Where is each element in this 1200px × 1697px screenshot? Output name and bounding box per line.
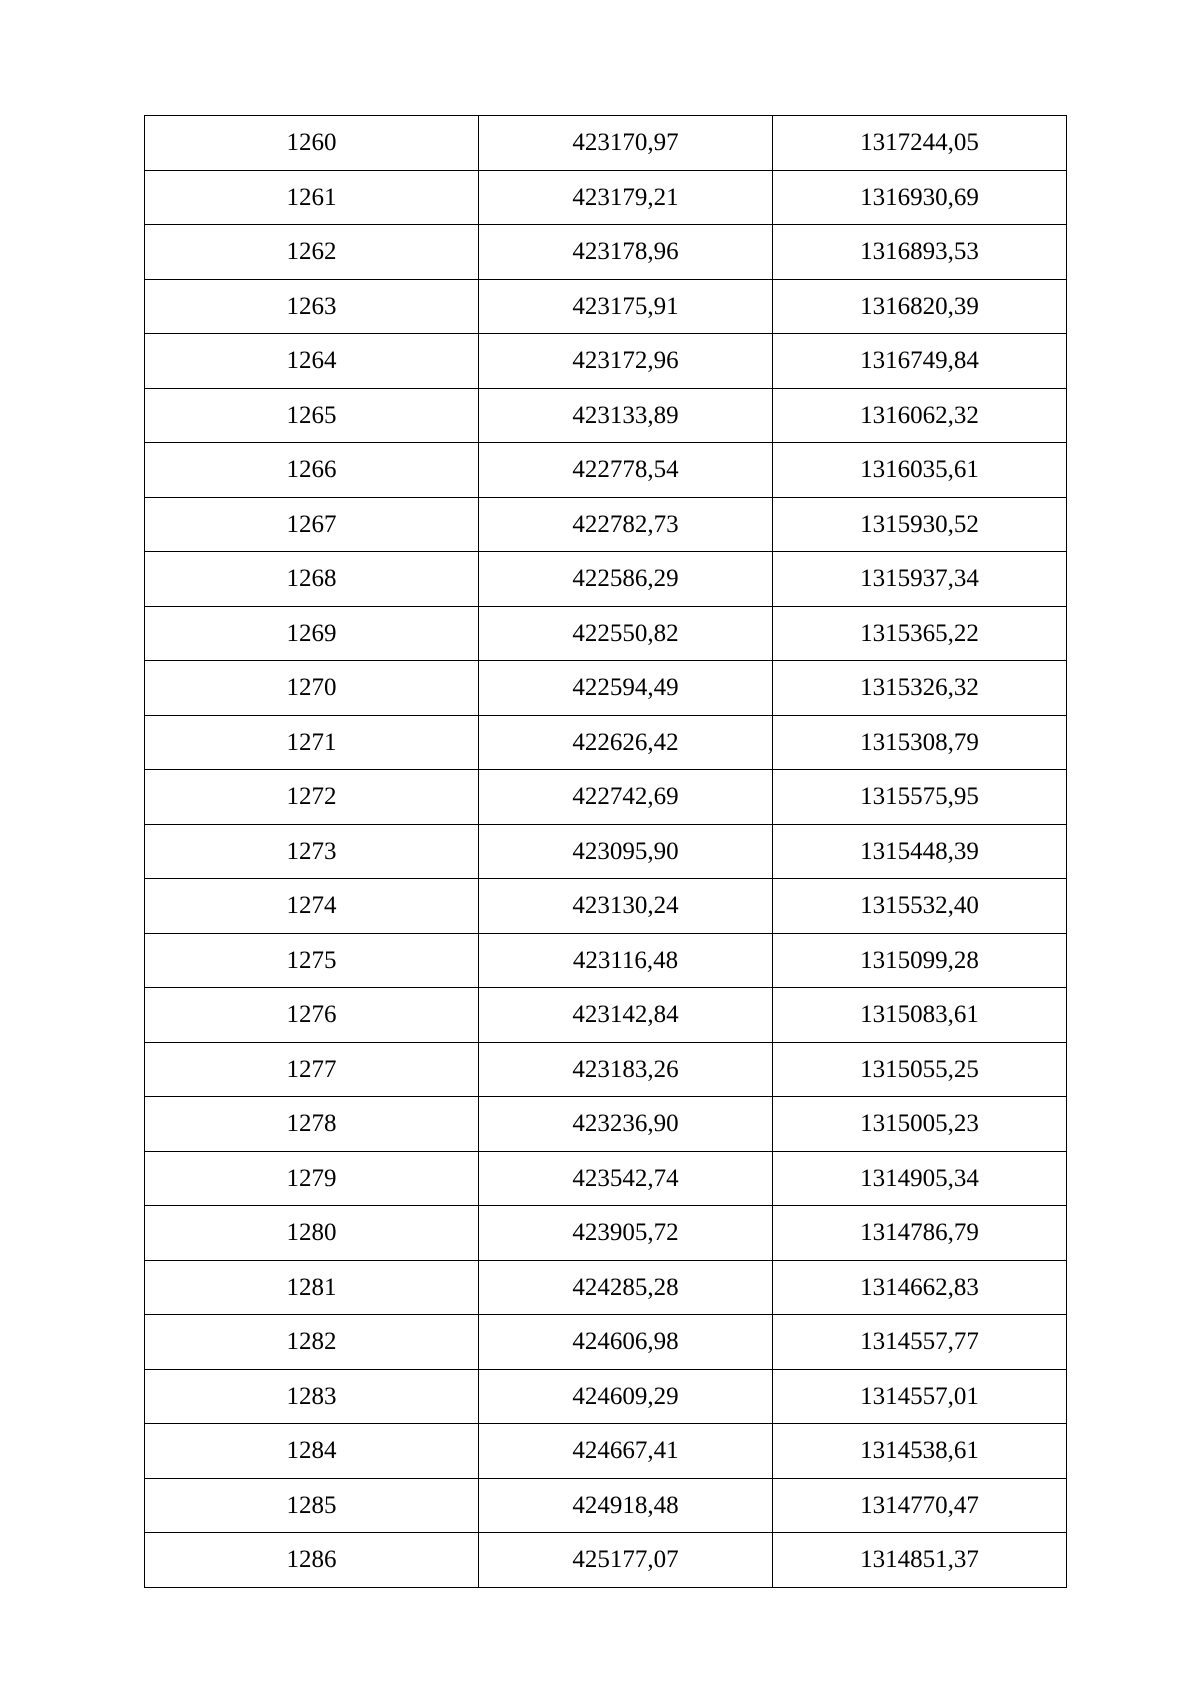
point-number-cell: 1285 xyxy=(145,1478,479,1533)
y-coordinate-cell: 1317244,05 xyxy=(773,116,1067,171)
x-coordinate-cell: 423133,89 xyxy=(479,388,773,443)
point-number-cell: 1270 xyxy=(145,661,479,716)
table-row xyxy=(145,334,1067,389)
y-coordinate-cell: 1315448,39 xyxy=(773,824,1067,879)
point-number-cell: 1267 xyxy=(145,497,479,552)
x-coordinate-cell: 423542,74 xyxy=(479,1151,773,1206)
table-row xyxy=(145,170,1067,225)
table-row xyxy=(145,1151,1067,1206)
point-number-cell: 1269 xyxy=(145,606,479,661)
x-coordinate-cell: 423170,97 xyxy=(479,116,773,171)
y-coordinate-cell: 1315326,32 xyxy=(773,661,1067,716)
x-coordinate-cell: 423116,48 xyxy=(479,933,773,988)
x-coordinate-cell: 423175,91 xyxy=(479,279,773,334)
point-number-cell: 1262 xyxy=(145,225,479,280)
y-coordinate-cell: 1315055,25 xyxy=(773,1042,1067,1097)
y-coordinate-cell: 1316893,53 xyxy=(773,225,1067,280)
point-number-cell: 1275 xyxy=(145,933,479,988)
point-number-cell: 1271 xyxy=(145,715,479,770)
table-row xyxy=(145,770,1067,825)
table-row xyxy=(145,1206,1067,1261)
point-number-cell: 1265 xyxy=(145,388,479,443)
y-coordinate-cell: 1316820,39 xyxy=(773,279,1067,334)
x-coordinate-cell: 424609,29 xyxy=(479,1369,773,1424)
table-row xyxy=(145,1260,1067,1315)
table-row xyxy=(145,715,1067,770)
table-row xyxy=(145,1369,1067,1424)
x-coordinate-cell: 423095,90 xyxy=(479,824,773,879)
table-row xyxy=(145,443,1067,498)
coordinates-table-body xyxy=(145,116,1067,1588)
x-coordinate-cell: 423236,90 xyxy=(479,1097,773,1152)
table-row xyxy=(145,552,1067,607)
y-coordinate-cell: 1314851,37 xyxy=(773,1533,1067,1588)
table-row xyxy=(145,1315,1067,1370)
table-row xyxy=(145,1042,1067,1097)
x-coordinate-cell: 423172,96 xyxy=(479,334,773,389)
point-number-cell: 1273 xyxy=(145,824,479,879)
table-row xyxy=(145,606,1067,661)
y-coordinate-cell: 1315575,95 xyxy=(773,770,1067,825)
x-coordinate-cell: 423178,96 xyxy=(479,225,773,280)
y-coordinate-cell: 1314786,79 xyxy=(773,1206,1067,1261)
table-row xyxy=(145,225,1067,280)
y-coordinate-cell: 1315308,79 xyxy=(773,715,1067,770)
y-coordinate-cell: 1316035,61 xyxy=(773,443,1067,498)
point-number-cell: 1283 xyxy=(145,1369,479,1424)
table-row xyxy=(145,1097,1067,1152)
point-number-cell: 1272 xyxy=(145,770,479,825)
point-number-cell: 1279 xyxy=(145,1151,479,1206)
x-coordinate-cell: 422778,54 xyxy=(479,443,773,498)
table-row xyxy=(145,1424,1067,1479)
point-number-cell: 1266 xyxy=(145,443,479,498)
y-coordinate-cell: 1314557,01 xyxy=(773,1369,1067,1424)
x-coordinate-cell: 424667,41 xyxy=(479,1424,773,1479)
y-coordinate-cell: 1315937,34 xyxy=(773,552,1067,607)
x-coordinate-cell: 422782,73 xyxy=(479,497,773,552)
point-number-cell: 1281 xyxy=(145,1260,479,1315)
point-number-cell: 1268 xyxy=(145,552,479,607)
y-coordinate-cell: 1314557,77 xyxy=(773,1315,1067,1370)
x-coordinate-cell: 424606,98 xyxy=(479,1315,773,1370)
point-number-cell: 1286 xyxy=(145,1533,479,1588)
x-coordinate-cell: 422586,29 xyxy=(479,552,773,607)
table-row xyxy=(145,1478,1067,1533)
table-row xyxy=(145,933,1067,988)
y-coordinate-cell: 1315099,28 xyxy=(773,933,1067,988)
point-number-cell: 1260 xyxy=(145,116,479,171)
y-coordinate-cell: 1315083,61 xyxy=(773,988,1067,1043)
point-number-cell: 1280 xyxy=(145,1206,479,1261)
y-coordinate-cell: 1314905,34 xyxy=(773,1151,1067,1206)
x-coordinate-cell: 424918,48 xyxy=(479,1478,773,1533)
table-row xyxy=(145,879,1067,934)
x-coordinate-cell: 424285,28 xyxy=(479,1260,773,1315)
x-coordinate-cell: 425177,07 xyxy=(479,1533,773,1588)
x-coordinate-cell: 422594,49 xyxy=(479,661,773,716)
point-number-cell: 1261 xyxy=(145,170,479,225)
point-number-cell: 1277 xyxy=(145,1042,479,1097)
table-row xyxy=(145,661,1067,716)
y-coordinate-cell: 1316062,32 xyxy=(773,388,1067,443)
x-coordinate-cell: 423130,24 xyxy=(479,879,773,934)
y-coordinate-cell: 1316930,69 xyxy=(773,170,1067,225)
table-row xyxy=(145,988,1067,1043)
point-number-cell: 1278 xyxy=(145,1097,479,1152)
y-coordinate-cell: 1315532,40 xyxy=(773,879,1067,934)
point-number-cell: 1274 xyxy=(145,879,479,934)
point-number-cell: 1276 xyxy=(145,988,479,1043)
coordinates-table xyxy=(144,115,1067,1588)
x-coordinate-cell: 423183,26 xyxy=(479,1042,773,1097)
table-row xyxy=(145,116,1067,171)
x-coordinate-cell: 423905,72 xyxy=(479,1206,773,1261)
y-coordinate-cell: 1314770,47 xyxy=(773,1478,1067,1533)
table-row xyxy=(145,497,1067,552)
point-number-cell: 1284 xyxy=(145,1424,479,1479)
table-row xyxy=(145,388,1067,443)
point-number-cell: 1263 xyxy=(145,279,479,334)
y-coordinate-cell: 1314538,61 xyxy=(773,1424,1067,1479)
x-coordinate-cell: 423179,21 xyxy=(479,170,773,225)
table-row xyxy=(145,824,1067,879)
y-coordinate-cell: 1314662,83 xyxy=(773,1260,1067,1315)
point-number-cell: 1282 xyxy=(145,1315,479,1370)
y-coordinate-cell: 1315930,52 xyxy=(773,497,1067,552)
x-coordinate-cell: 422742,69 xyxy=(479,770,773,825)
x-coordinate-cell: 423142,84 xyxy=(479,988,773,1043)
y-coordinate-cell: 1316749,84 xyxy=(773,334,1067,389)
point-number-cell: 1264 xyxy=(145,334,479,389)
x-coordinate-cell: 422550,82 xyxy=(479,606,773,661)
y-coordinate-cell: 1315365,22 xyxy=(773,606,1067,661)
table-row xyxy=(145,1533,1067,1588)
y-coordinate-cell: 1315005,23 xyxy=(773,1097,1067,1152)
table-row xyxy=(145,279,1067,334)
x-coordinate-cell: 422626,42 xyxy=(479,715,773,770)
